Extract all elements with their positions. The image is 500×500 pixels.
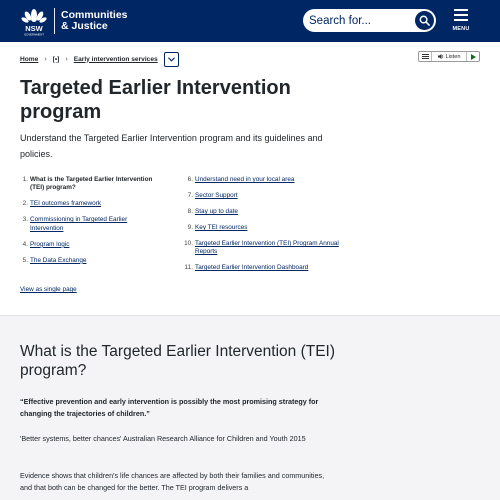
contents-link[interactable]: The Data Exchange [30, 256, 87, 264]
listen-menu-button[interactable] [419, 52, 432, 61]
contents-link[interactable]: Targeted Earlier Intervention Dashboard [195, 264, 309, 272]
search-input[interactable] [303, 9, 415, 32]
listen-play-button[interactable] [467, 52, 479, 61]
listen-widget [418, 51, 480, 62]
svg-text:NSW: NSW [25, 24, 43, 33]
search-button[interactable] [415, 11, 434, 30]
waratah-icon [20, 6, 48, 36]
breadcrumb-home[interactable]: Home [20, 55, 39, 63]
quote-citation: 'Better systems, better chances' Australian Research Alliance for Children and Youth 2015 [20, 434, 306, 443]
page-intro: Understand the Targeted Earlier Intervention program and its guidelines and policies. [20, 133, 323, 159]
section-body-text: Evidence shows that children's life chances are affected by both their families and communities, and that both can be changed for the better. The TEI program delivers a [20, 471, 325, 492]
list-item: 2. TEI outcomes framework [22, 200, 102, 208]
contents-link[interactable]: Stay up to date [195, 208, 238, 215]
logo-divider [54, 8, 55, 34]
section-title: What is the Targeted Earlier Intervention (TEI) program? [20, 343, 336, 379]
breadcrumb-separator: › [44, 55, 47, 63]
listen-button[interactable] [432, 52, 467, 61]
section-quote: “Effective prevention and early intervention is possibly the most promising strategy for changing the trajectories of children.” [20, 397, 319, 418]
breadcrumb-collapsed[interactable]: [•] [52, 55, 60, 63]
search-icon [419, 15, 430, 26]
contents-item-current: What is the Targeted Earlier Intervention (TEI) program? [30, 176, 153, 192]
contents-link[interactable]: Commissioning in Targeted Earlier Intervention [30, 216, 128, 232]
menu-label: MENU [452, 26, 470, 32]
contents-link[interactable]: Targeted Earlier Intervention (TEI) Program Annual Reports [195, 240, 339, 256]
contents-link[interactable]: Understand need in your local area [195, 176, 295, 183]
contents-link[interactable]: Program logic [30, 240, 70, 248]
breadcrumb [20, 51, 179, 67]
list-item: 8. Stay up to date [187, 208, 238, 215]
view-single-page-link[interactable]: View as single page [20, 286, 77, 293]
contents-link[interactable]: TEI outcomes framework [30, 200, 102, 208]
menu-icon [422, 54, 429, 59]
listen-label: Listen [445, 53, 461, 60]
list-item: 7. Sector Support [187, 192, 238, 199]
site-brand[interactable] [61, 10, 128, 32]
nsw-logo[interactable] [20, 6, 48, 36]
breadcrumb-toggle-button[interactable] [164, 52, 179, 67]
breadcrumb-separator: › [65, 55, 68, 63]
list-item: 5. The Data Exchange [22, 256, 87, 264]
contents-link[interactable]: Sector Support [195, 192, 238, 199]
list-item: 4. Program logic [22, 240, 70, 248]
brand-line-2: & Justice [61, 20, 108, 32]
speaker-icon [438, 54, 444, 59]
list-item: 6. Understand need in your local area [187, 176, 295, 183]
search-box [303, 9, 436, 32]
list-item: 11. Targeted Earlier Intervention Dashboard [184, 264, 309, 272]
list-item: 3. Commissioning in Targeted Earlier Intervention [20, 216, 160, 233]
breadcrumb-early-intervention[interactable]: Early intervention services [73, 55, 158, 63]
menu-button[interactable] [446, 7, 476, 35]
hamburger-icon [454, 9, 468, 21]
list-item: 10. Targeted Earlier Intervention (TEI) Program Annual Reports [183, 240, 343, 257]
play-icon [471, 54, 476, 60]
contents-list-column-1 [20, 176, 160, 273]
svg-text:GOVERNMENT: GOVERNMENT [23, 32, 45, 36]
brand-line-1: Communities [61, 9, 128, 21]
contents-list-column-2 [183, 176, 343, 280]
list-item: 9. Key TEI resources [187, 224, 248, 231]
list-item: 1. What is the Targeted Earlier Intervention (TEI) program? [20, 176, 160, 193]
site-header [0, 0, 500, 42]
page-title: Targeted Earlier Intervention program [20, 77, 291, 123]
chevron-down-icon [168, 57, 175, 62]
contents-link[interactable]: Key TEI resources [195, 224, 248, 231]
